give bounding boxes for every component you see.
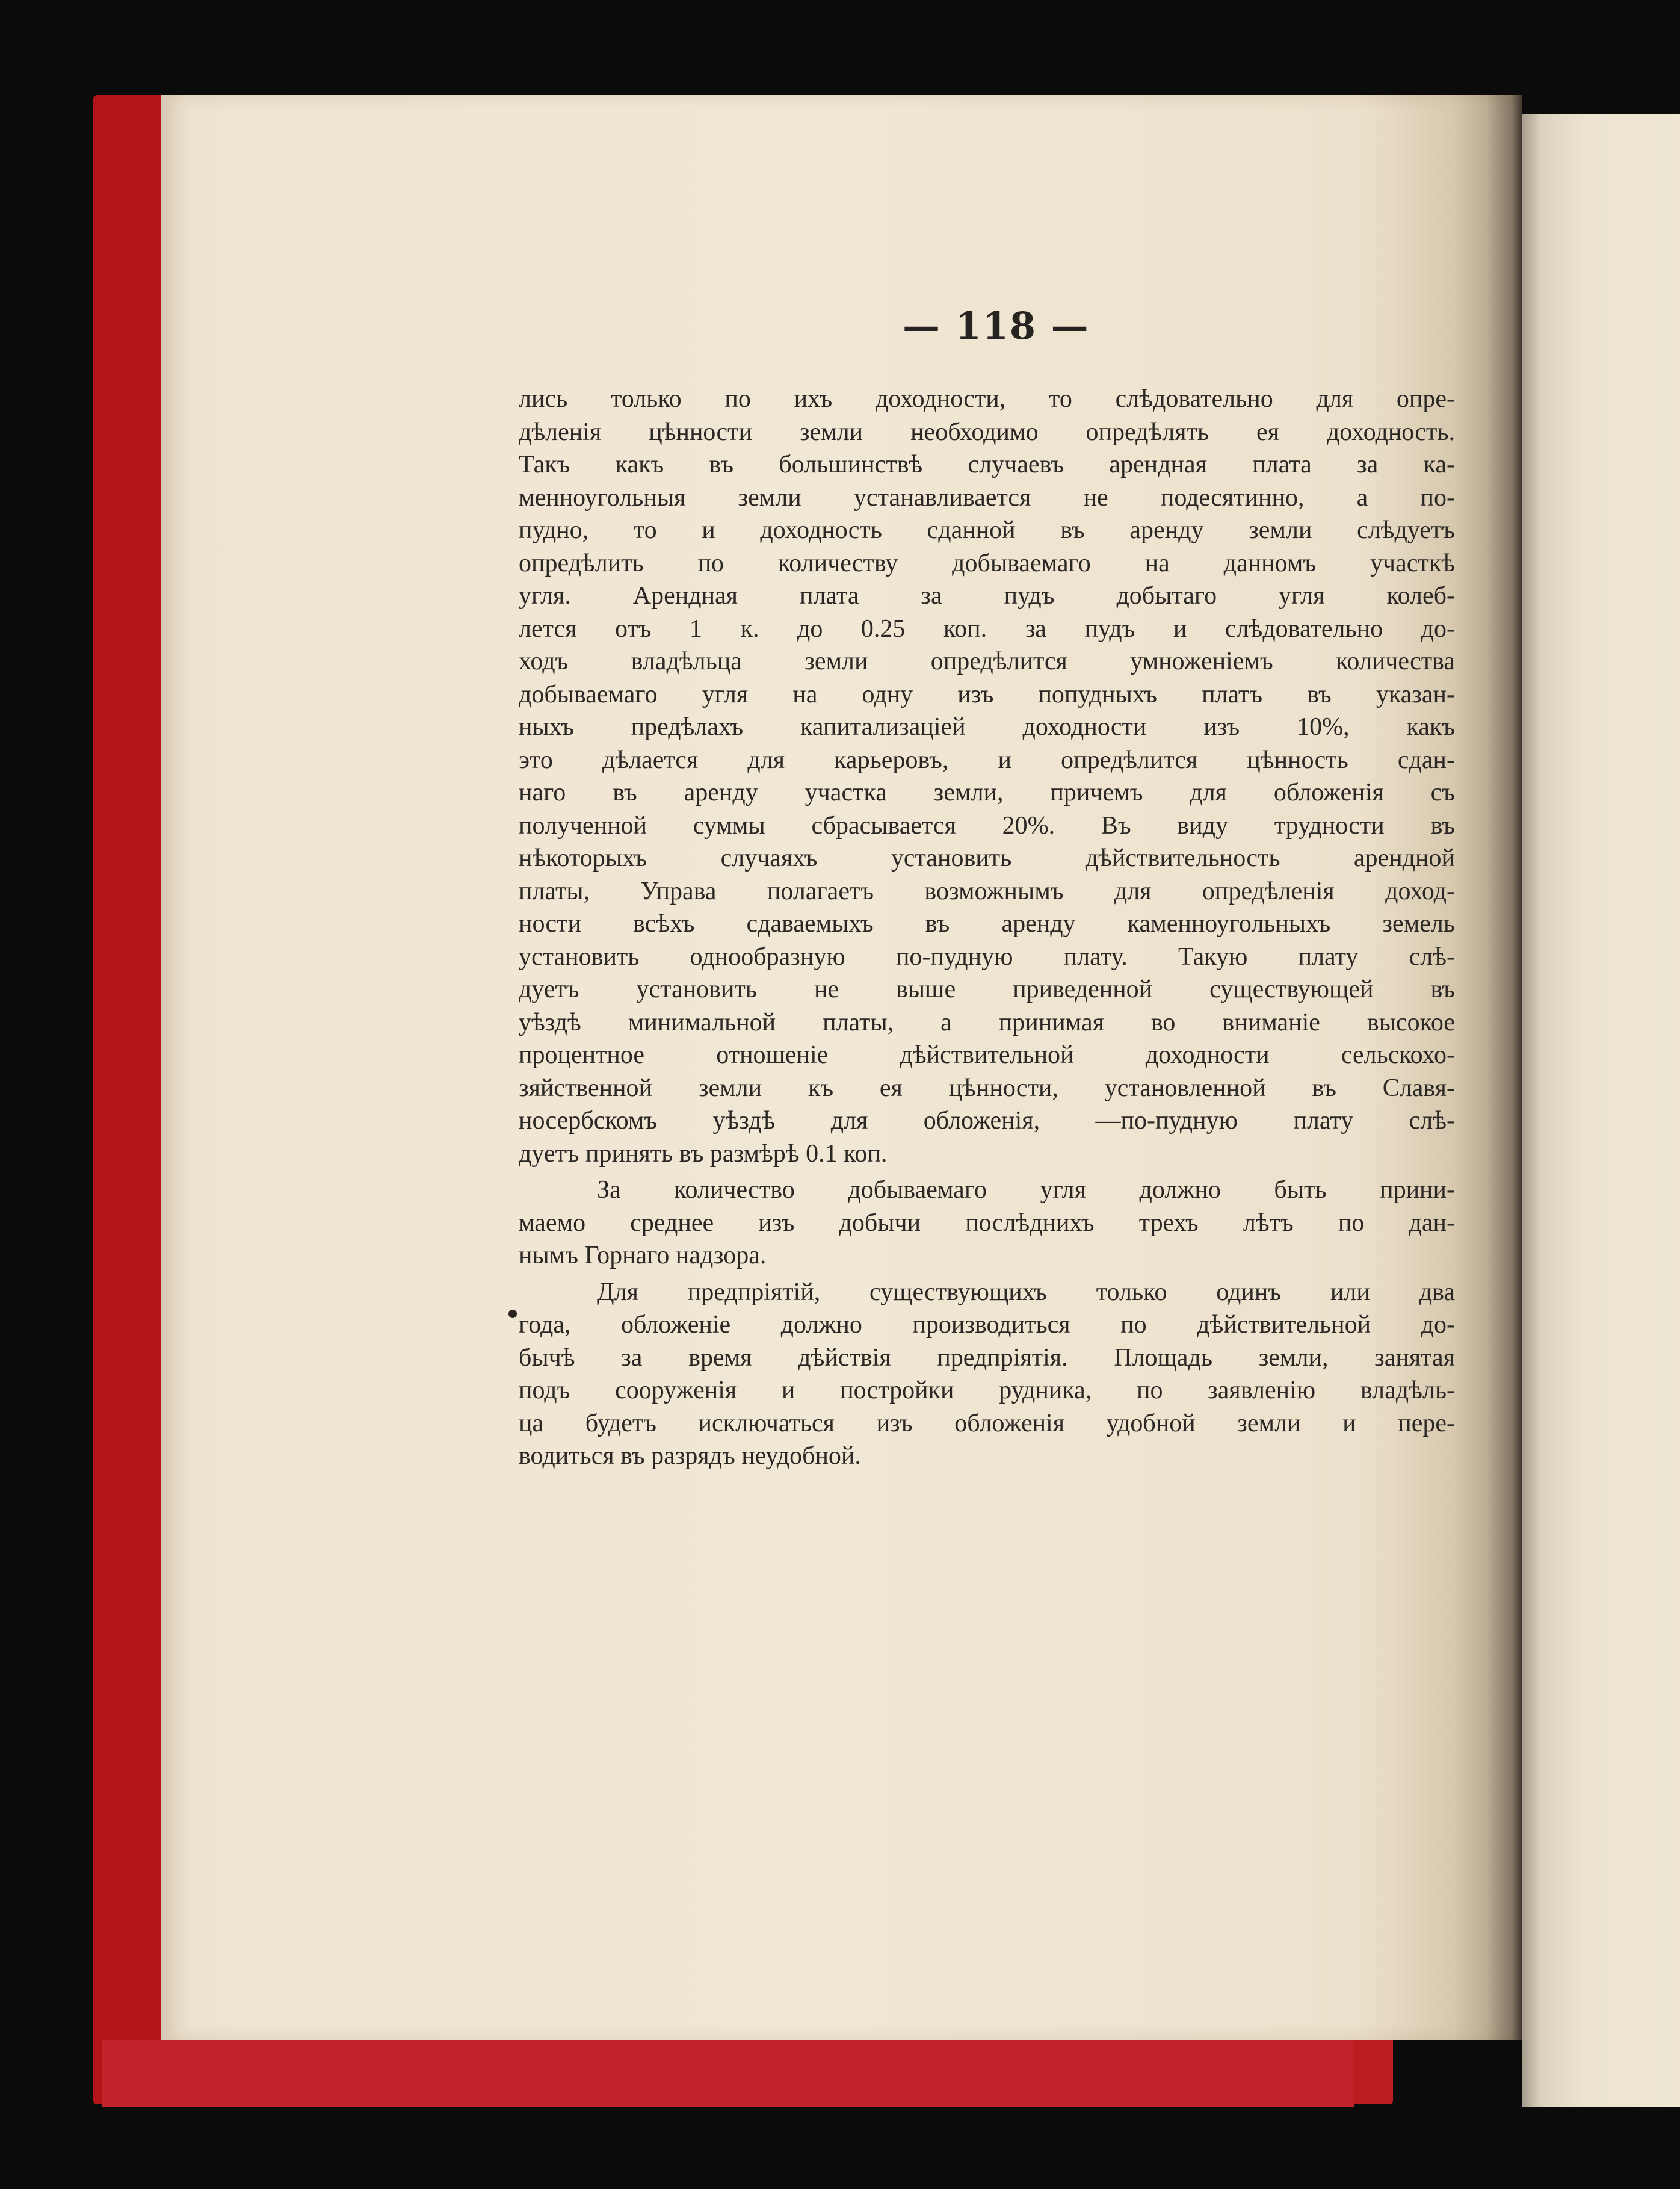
text-line: опредѣлить по количеству добываемаго на данномъ участкѣ [519, 549, 1455, 577]
text-line: лись только по ихъ доходности, то слѣдовательно для опре- [519, 385, 1455, 413]
text-line: наго въ аренду участка земли, причемъ для обложенія съ [519, 779, 1455, 807]
text-line: дуетъ принять въ размѣрѣ 0.1 коп. [519, 1139, 888, 1168]
page-gutter-shadow [1486, 95, 1522, 2040]
text-line: ныхъ предѣлахъ капитализаціей доходности изъ 10%, какъ [519, 713, 1455, 741]
text-line: ходъ владѣльца земли опредѣлится умноженіемъ количества [519, 648, 1455, 675]
text-line: добываемаго угля на одну изъ попудныхъ платъ въ указан- [519, 680, 1455, 708]
page-body-text [519, 383, 1455, 1473]
text-line: года, обложеніе должно производиться по дѣйствительной до- [519, 1311, 1455, 1339]
text-line: нѣкоторыхъ случаяхъ установить дѣйствительность арендной [519, 844, 1455, 872]
text-line: нымъ Горнаго надзора. [519, 1242, 767, 1269]
text-line: платы, Управа полагаетъ возможнымъ для опредѣленія доход- [519, 877, 1455, 905]
text-line: менноугольныя земли устанавливается не подесятинно, а по- [519, 483, 1455, 512]
text-line: это дѣлается для карьеровъ, и опредѣлится цѣнность сдан- [519, 746, 1455, 774]
right-page [1522, 114, 1680, 2107]
text-line: ности всѣхъ сдаваемыхъ въ аренду каменноугольныхъ земель [519, 910, 1455, 938]
text-line: Для предпріятій, существующихъ только одинъ или два [597, 1278, 1455, 1306]
text-line: процентное отношеніе дѣйствительной доходности сельскохо- [519, 1041, 1455, 1069]
text-line: Такъ какъ въ большинствѣ случаевъ арендная плата за ка- [519, 451, 1455, 478]
text-line: бычѣ за время дѣйствія предпріятія. Площадь земли, занятая [519, 1343, 1455, 1372]
text-line: маемо среднее изъ добычи послѣднихъ трехъ лѣтъ по дан- [519, 1209, 1455, 1237]
page-number: — 118 — [903, 304, 1090, 348]
text-line: подъ сооруженія и постройки рудника, по заявленію владѣль- [519, 1376, 1455, 1404]
text-line: пудно, то и доходность сданной въ аренду земли слѣдуетъ [519, 516, 1455, 544]
text-line: зяйственной земли къ ея цѣнности, установленной въ Славя- [519, 1074, 1455, 1102]
text-line: дѣленія цѣнности земли необходимо опредѣлять ея доходность. [519, 418, 1455, 446]
text-line: уѣздѣ минимальной платы, а принимая во вниманіе высокое [519, 1008, 1455, 1036]
ink-speck [508, 1310, 517, 1318]
text-line: За количество добываемаго угля должно быть прини- [597, 1176, 1455, 1204]
text-line: ца будетъ исключаться изъ обложенія удобной земли и пере- [519, 1409, 1455, 1437]
text-line: угля. Арендная плата за пудъ добытаго угля колеб- [519, 582, 1455, 610]
text-line: лется отъ 1 к. до 0.25 коп. за пудъ и слѣдовательно до- [519, 615, 1455, 643]
text-line: полученной суммы сбрасывается 20%. Въ виду трудности въ [519, 811, 1455, 840]
cover-bottom-edge [102, 2040, 1354, 2107]
text-line: водиться въ разрядъ неудобной. [519, 1442, 861, 1470]
text-line: установить однообразную по-пудную плату. Такую плату слѣ- [519, 943, 1455, 971]
text-line: носербскомъ уѣздѣ для обложенія, —по-пудную плату слѣ- [519, 1107, 1455, 1135]
text-line: дуетъ установить не выше приведенной существующей въ [519, 976, 1455, 1003]
